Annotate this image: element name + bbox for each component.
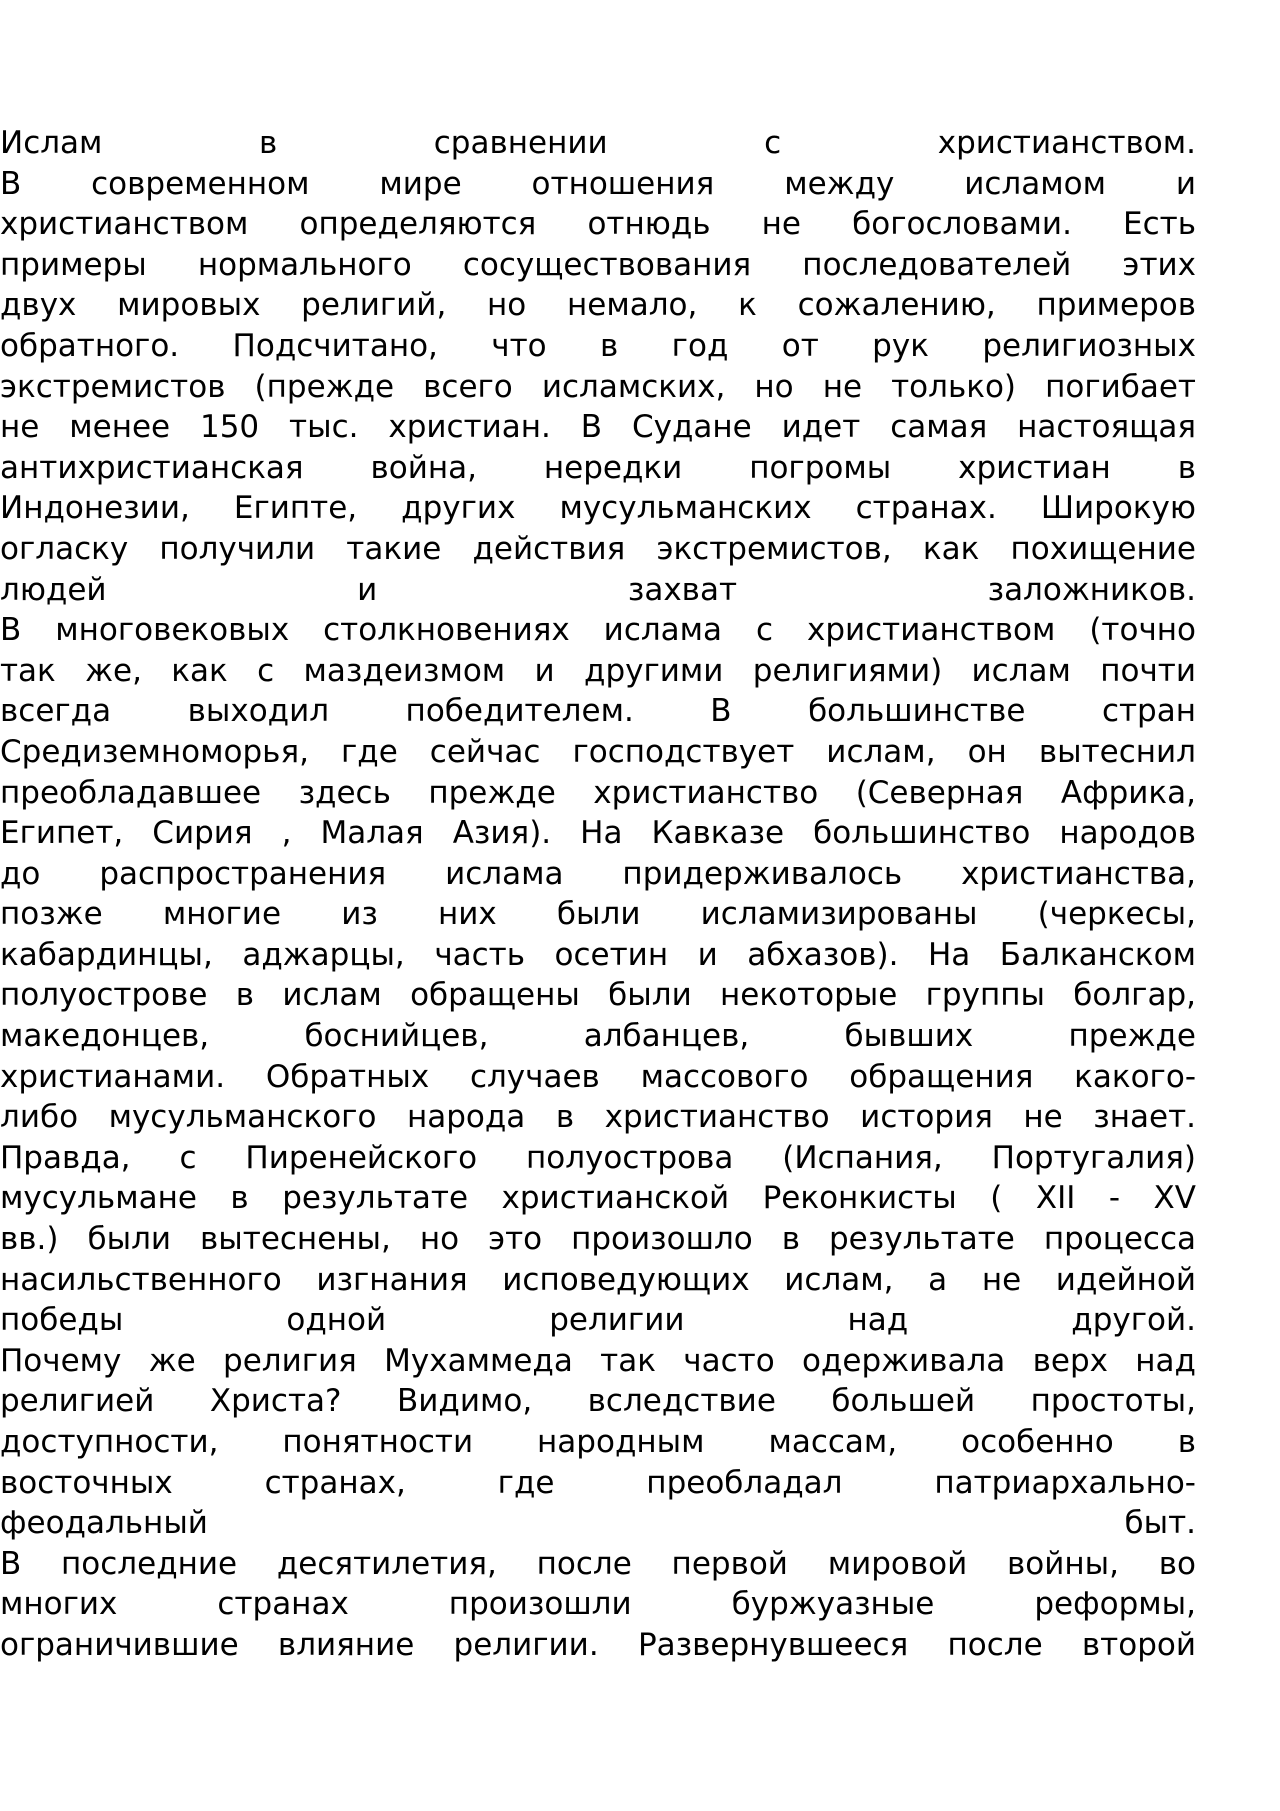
text-line: людей и захват заложников.: [0, 571, 1196, 608]
text-line: мусульмане в результате христианской Реконкисты ( XII - XV: [0, 1180, 1196, 1217]
text-line: антихристианская война, нередки погромы христиан в: [0, 449, 1196, 486]
text-line: феодальный быт.: [0, 1505, 1196, 1542]
text-line: позже многие из них были исламизированы (черкесы,: [0, 896, 1196, 933]
text-line: македонцев, боснийцев, албанцев, бывших прежде: [0, 1018, 1196, 1055]
text-line: примеры нормального сосуществования последователей этих: [0, 246, 1196, 283]
text-line: доступности, понятности народным массам, особенно в: [0, 1424, 1196, 1460]
text-line: В последние десятилетия, после первой мировой войны, во: [0, 1545, 1196, 1582]
text-line: Средиземноморья, где сейчас господствует ислам, он вытеснил: [0, 733, 1196, 770]
text-line: огласку получили такие действия экстремистов, как похищение: [0, 530, 1196, 567]
text-line: экстремистов (прежде всего исламских, но не только) погибает: [0, 368, 1196, 405]
text-line: Индонезии, Египте, других мусульманских странах. Широкую: [0, 490, 1196, 527]
text-line: так же, как с маздеизмом и другими религиями) ислам почти: [0, 652, 1196, 689]
text-line: религией Христа? Видимо, вследствие большей простоты,: [0, 1383, 1196, 1420]
text-line: преобладавшее здесь прежде христианство (Северная Африка,: [0, 774, 1196, 811]
text-line: кабардинцы, аджарцы, часть осетин и абхазов). На Балканском: [0, 936, 1196, 973]
text-line: восточных странах, где преобладал патриархально-: [0, 1464, 1196, 1501]
text-line: полуострове в ислам обращены были некоторые группы болгар,: [0, 977, 1196, 1014]
text-line: ограничившие влияние религии. Развернувшееся после второй: [0, 1626, 1196, 1663]
text-line: Почему же религия Мухаммеда так часто одерживала верх над: [0, 1342, 1196, 1379]
text-line: не менее 150 тыс. христиан. В Судане идет самая настоящая: [0, 409, 1196, 446]
text-line: В многовековых столкновениях ислама с христианством (точно: [0, 612, 1196, 649]
text-line: всегда выходил победителем. В большинстве стран: [0, 693, 1196, 730]
text-line: до распространения ислама придерживалось христианства,: [0, 855, 1196, 892]
text-line: Ислам в сравнении с христианством.: [0, 125, 1196, 161]
text-line: либо мусульманского народа в христианство история не знает.: [0, 1099, 1196, 1136]
text-line: Египет, Сирия , Малая Азия). На Кавказе большинство народов: [0, 815, 1196, 852]
text-line: двух мировых религий, но немало, к сожалению, примеров: [0, 287, 1196, 324]
text-line: христианами. Обратных случаев массового обращения какого-: [0, 1058, 1196, 1095]
text-line: насильственного изгнания исповедующих ислам, а не идейной: [0, 1261, 1196, 1298]
text-line: победы одной религии над другой.: [0, 1302, 1196, 1339]
text-line: обратного. Подсчитано, что в год от рук религиозных: [0, 327, 1196, 364]
text-line: многих странах произошли буржуазные реформы,: [0, 1586, 1196, 1623]
text-line: христианством определяются отнюдь не богословами. Есть: [0, 206, 1196, 243]
text-line: Правда, с Пиренейского полуострова (Испания, Португалия): [0, 1139, 1196, 1176]
text-line: В современном мире отношения между исламом и: [0, 165, 1196, 202]
text-line: вв.) были вытеснены, но это произошло в результате процесса: [0, 1221, 1196, 1258]
document-body: [0, 123, 1196, 1666]
